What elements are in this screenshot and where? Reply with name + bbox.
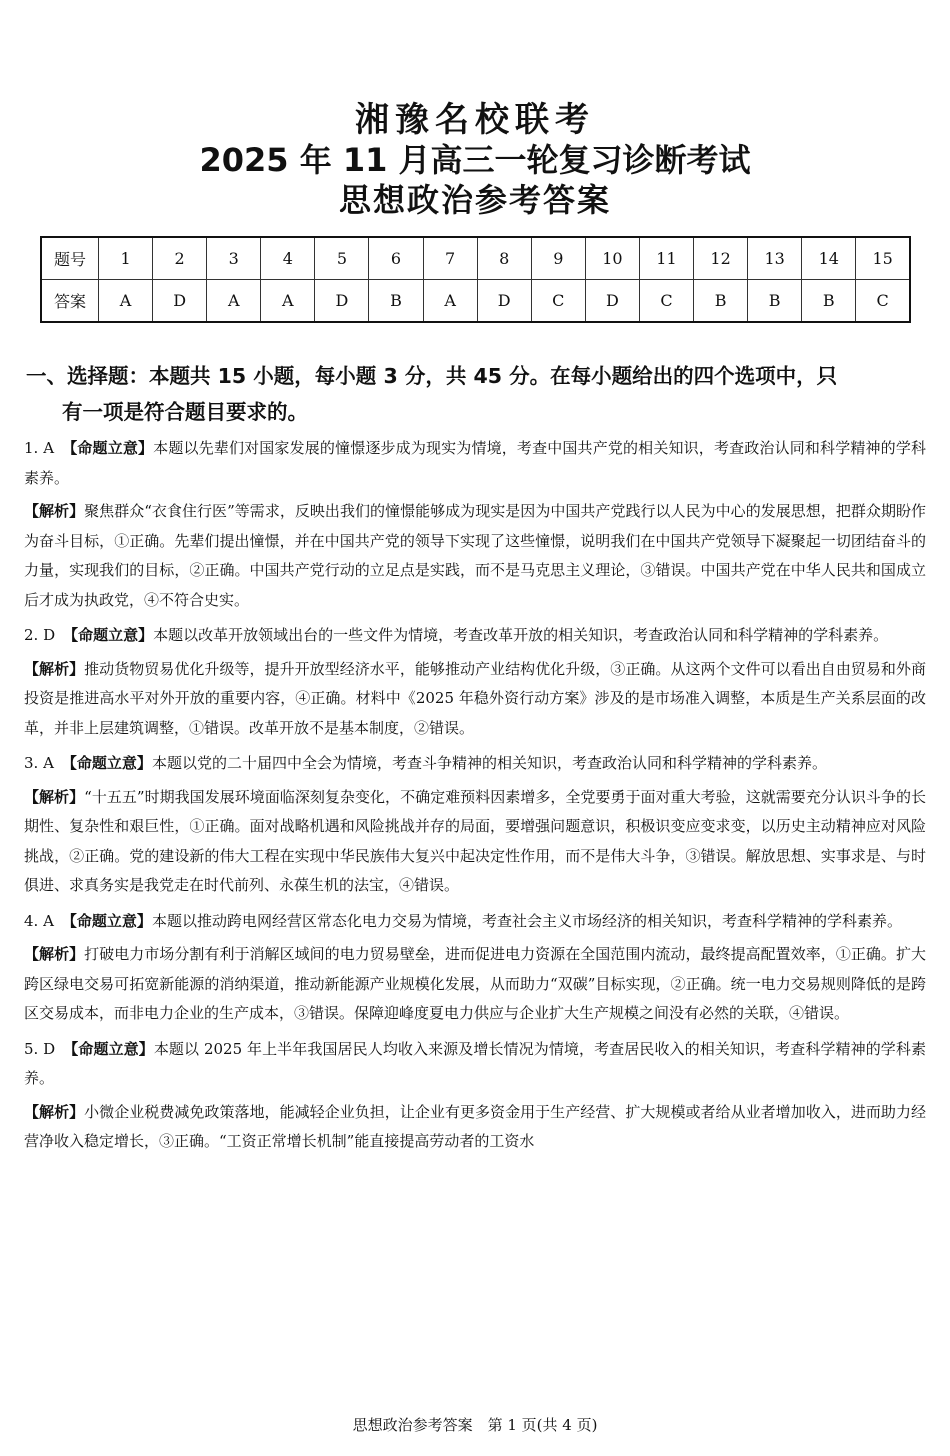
answer-cell: B [802,280,856,323]
intent-text: 本题以 2025 年上半年我国居民人均收入来源及增长情况为情境，考查居民收入的相关知识，考查科学精神的学科素养。 [24,1039,926,1087]
question-intent [24,749,926,779]
answer-cell: A [261,280,315,323]
question-number-answer: 1. A [24,439,55,457]
section-heading-line-1: 一、选择题：本题共 15 小题，每小题 3 分，共 45 分。在每小题给出的四个选项中，只 [26,364,838,388]
question-number: 2 [153,237,207,280]
analysis-tag: 【解析】 [24,945,85,963]
intent-tag: 【命题立意】 [61,911,152,930]
analysis-tag: 【解析】 [24,1102,85,1121]
question-analysis [24,940,926,1029]
question-number: 13 [748,237,802,280]
section-heading [26,358,926,430]
question-number-row [41,237,910,280]
intent-text: 本题以党的二十届四中全会为情境，考查斗争精神的相关知识，考查政治认同和科学精神的学科素养。 [151,754,827,772]
intent-text: 本题以先辈们对国家发展的憧憬逐步成为现实为情境，考查中国共产党的相关知识，考查政治认同和科学精神的学科素养。 [24,439,926,487]
answer-table [40,236,911,323]
question-number: 12 [694,237,748,280]
analysis-text: 打破电力市场分割有利于消解区域间的电力贸易壁垒，进而促进电力资源在全国范围内流动，最终提高配置效率，①正确。扩大跨区绿电交易可拓宽新能源的消纳渠道，推动新能源产业规模化发展，从而助力“双碳”目标实现，②正确。统一电力交易规则降低的是跨区交易成本，而非电力企业的生产成本，③错误。保障迎峰度夏电力供应与企业扩大生产规模之间没有必然的关联，④错误。 [24,945,926,1022]
answer-cell: D [315,280,369,323]
answer-cell: C [531,280,585,323]
question-number: 7 [423,237,477,280]
question-number: 6 [369,237,423,280]
exam-org-title: 湘豫名校联考 [355,100,595,140]
question-item [24,907,926,1029]
question-number-answer: 3. A [24,754,54,772]
answer-cell: C [856,280,910,323]
section-heading-line-2: 有一项是符合题目要求的。 [62,400,308,424]
question-number: 8 [477,237,531,280]
question-number: 4 [261,237,315,280]
question-item [24,1035,926,1157]
question-number: 3 [207,237,261,280]
intent-text: 本题以推动跨电网经营区常态化电力交易为情境，考查社会主义市场经济的相关知识，考查科学精神的学科素养。 [151,911,902,930]
question-analysis [24,497,926,615]
answer-cell: D [477,280,531,323]
answer-cell: B [694,280,748,323]
question-number: 14 [802,237,856,280]
question-analysis [24,783,926,901]
answer-cell: A [99,280,153,323]
analysis-text: “十五五”时期我国发展环境面临深刻复杂变化，不确定难预料因素增多，全党要勇于面对重大考验，这就需要充分认识斗争的长期性、复杂性和艰巨性，①正确。面对战略机遇和风险挑战并存的局面，要增强问题意识，积极识变应变求变，以历史主动精神应对风险挑战，②正确。党的建设新的伟大工程在实现中华民族伟大复兴中起决定性作用，而不是伟大斗争，③错误。解放思想、实事求是、与时俱进、求真务实是我党走在时代前列、永葆生机的法宝，④错误。 [24,787,926,894]
question-number: 1 [99,237,153,280]
intent-tag: 【命题立意】 [63,626,154,644]
question-number-answer: 5. D [24,1039,56,1058]
row-label-number: 题号 [41,237,99,280]
question-item [24,621,926,743]
question-number: 9 [531,237,585,280]
answer-cell: D [153,280,207,323]
question-intent [24,621,926,651]
intent-tag: 【命题立意】 [63,1039,154,1058]
answer-cell: A [423,280,477,323]
answer-key-title: 思想政治参考答案 [338,181,611,219]
answer-cell: A [207,280,261,323]
question-number-answer: 2. D [24,626,56,644]
question-number: 11 [639,237,693,280]
question-number: 15 [856,237,910,280]
question-number: 10 [585,237,639,280]
question-intent [24,434,926,493]
question-number-answer: 4. A [24,911,54,930]
question-analysis [24,1098,926,1157]
answer-row [41,280,910,323]
analysis-text: 推动货物贸易优化升级等，提升开放型经济水平，能够推动产业结构优化升级，③正确。从这两个文件可以看出自由贸易和外商投资是推进高水平对外开放的重要内容，④正确。材料中《2025 年稳外资行动方案》涉及的是市场准入调整，本质是生产关系层面的改革，并非上层建筑调整，①错误。改革开放不是基本制度，②错误。 [24,659,926,737]
intent-tag: 【命题立意】 [62,439,154,457]
row-label-answer: 答案 [41,280,99,323]
title-block [0,100,950,220]
answer-cell: B [369,280,423,323]
analysis-text: 小微企业税费减免政策落地，能减轻企业负担，让企业有更多资金用于生产经营、扩大规模或者给从业者增加收入，进而助力经营净收入稳定增长，③正确。“工资正常增长机制”能直接提高劳动者的工资水 [24,1102,926,1150]
question-number: 5 [315,237,369,280]
intent-text: 本题以改革开放领域出台的一些文件为情境，考查改革开放的相关知识，考查政治认同和科学精神的学科素养。 [153,626,889,644]
analysis-tag: 【解析】 [24,502,85,520]
analysis-text: 聚焦群众“衣食住行医”等需求，反映出我们的憧憬能够成为现实是因为中国共产党践行以人民为中心的发展思想，把群众期盼作为奋斗目标，①正确。先辈们提出憧憬，并在中国共产党的领导下实现了这些憧憬，说明我们在中国共产党领导下凝聚起一切团结奋斗的力量，实现我们的目标，②正确。中国共产党行动的立足点是实践，而不是马克思主义理论，③错误。中国共产党在中华人民共和国成立后才成为执政党，④不符合史实。 [24,502,926,609]
question-intent [24,907,926,937]
page-footer: 思想政治参考答案 第 1 页(共 4 页) [352,1416,598,1434]
answer-cell: D [585,280,639,323]
intent-tag: 【命题立意】 [61,754,152,772]
question-item [24,434,926,615]
exam-name-title: 2025 年 11 月高三一轮复习诊断考试 [199,141,751,179]
question-analysis [24,655,926,744]
answer-cell: B [748,280,802,323]
questions-list [24,434,926,1163]
answer-cell: C [639,280,693,323]
question-intent [24,1035,926,1094]
question-item [24,749,926,901]
analysis-tag: 【解析】 [24,787,85,806]
analysis-tag: 【解析】 [24,659,85,678]
